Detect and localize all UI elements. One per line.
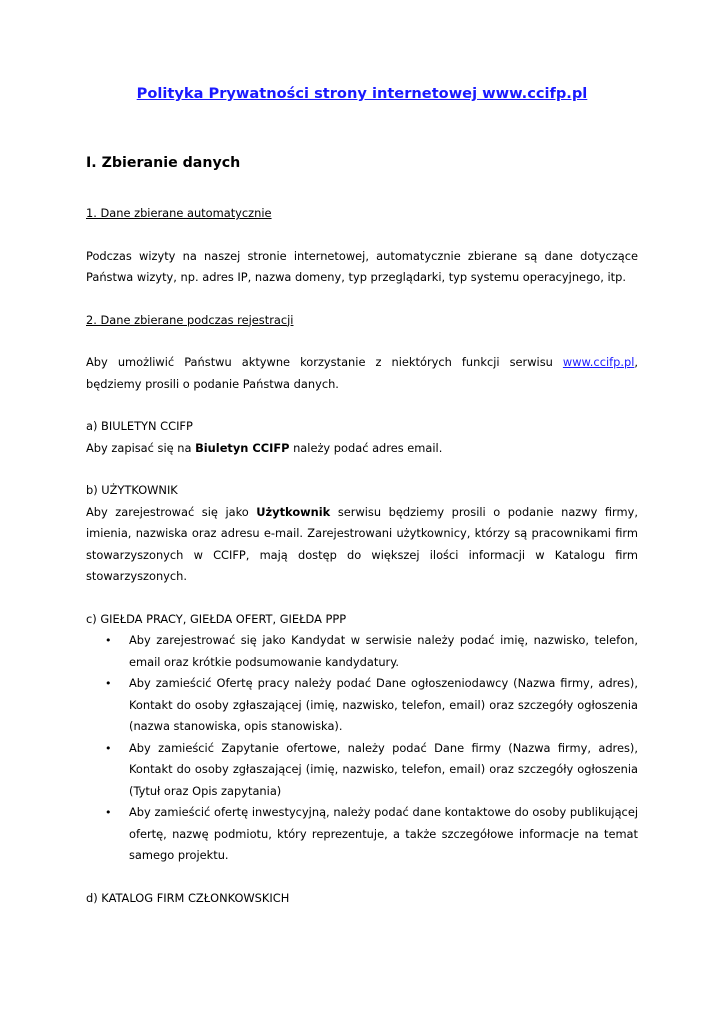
bullet-icon: • — [105, 677, 112, 690]
ccifp-link[interactable]: www.ccifp.pl — [562, 355, 635, 369]
paragraph-dane-automatyczne: Podczas wizyty na naszej stronie internetowej, automatycznie zbierane są dane dotyczące Państwa wizyty, np. adres IP, nazwa domeny, typ przeglądarki, typ systemu operacyjnego, itp. — [86, 248, 638, 284]
label-biuletyn: a) BIULETYN CCIFP — [86, 419, 193, 433]
document-title[interactable]: Polityka Prywatności strony internetowej www.ccifp.pl — [136, 85, 588, 102]
biuletyn-text-after: należy podać adres email. — [289, 440, 443, 455]
bullet-icon: • — [105, 741, 112, 755]
section-heading-zbieranie-danych: I. Zbieranie danych — [86, 155, 241, 171]
paragraph-uzytkownik — [86, 502, 638, 588]
list-item — [86, 630, 638, 673]
bullet-icon: • — [105, 806, 112, 819]
uzytkownik-text-before: Aby zarejestrować się jako — [86, 504, 257, 519]
list-item — [86, 673, 638, 738]
list-item — [86, 802, 638, 867]
label-uzytkownik: b) UŻYTKOWNIK — [86, 483, 178, 497]
bullet-icon: • — [105, 634, 112, 647]
uzytkownik-bold: Użytkownik — [256, 504, 331, 519]
document-content — [86, 83, 638, 909]
subheading-dane-automatyczne: 1. Dane zbierane automatycznie — [86, 206, 272, 220]
label-gielda: c) GIEŁDA PRACY, GIEŁDA OFERT, GIEŁDA PPP — [86, 611, 347, 626]
label-katalog: d) KATALOG FIRM CZŁONKOWSKICH — [86, 890, 290, 905]
paragraph-biuletyn — [86, 438, 638, 460]
biuletyn-text-before: Aby zapisać się na — [86, 440, 196, 455]
list-item-text: Aby zamieścić Ofertę pracy należy podać Dane ogłoszeniodawcy (Nazwa firmy, adres), Kontakt do osoby zgłaszającej (imię, nazwisko, telefon, email) oraz szczegóły ogłoszenia (nazwa stanowiska, opis stanowiska). — [129, 676, 638, 733]
subheading-dane-rejestracja: 2. Dane zbierane podczas rejestracji — [86, 312, 294, 327]
paragraph-rejestracja-text-before: Aby umożliwić Państwu aktywne korzystanie z niektórych funkcji serwisu — [86, 355, 563, 369]
paragraph-rejestracja-text-after: , będziemy prosili o podanie Państwa danych. — [86, 355, 638, 391]
uzytkownik-text-after: serwisu będziemy prosili o podanie nazwy firmy, imienia, nazwiska oraz adresu e-mail. Zarejestrowani użytkownicy, którzy są pracownikami firm stowarzyszonych w CCIFP, mają dostęp do większej ilości informacji w Katalogu firm stowarzyszonych. — [86, 504, 638, 583]
gielda-bullet-list — [86, 630, 638, 867]
list-item-text: Aby zamieścić ofertę inwestycyjną, należy podać dane kontaktowe do osoby publikującej ofertę, nazwę podmiotu, który reprezentuje, a także szczegółowe informacje na temat samego projektu. — [129, 805, 638, 862]
list-item-text: Aby zarejestrować się jako Kandydat w serwisie należy podać imię, nazwisko, telefon, email oraz krótkie podsumowanie kandydatury. — [129, 633, 638, 669]
biuletyn-bold: Biuletyn CCIFP — [195, 440, 290, 455]
list-item — [86, 738, 638, 803]
paragraph-dane-rejestracja — [86, 352, 638, 395]
list-item-text: Aby zamieścić Zapytanie ofertowe, należy podać Dane firmy (Nazwa firmy, adres), Kontakt do osoby zgłaszającej (imię, nazwisko, telefon, email) oraz szczegóły ogłoszenia (Tytuł oraz Opis zapytania) — [129, 740, 638, 798]
